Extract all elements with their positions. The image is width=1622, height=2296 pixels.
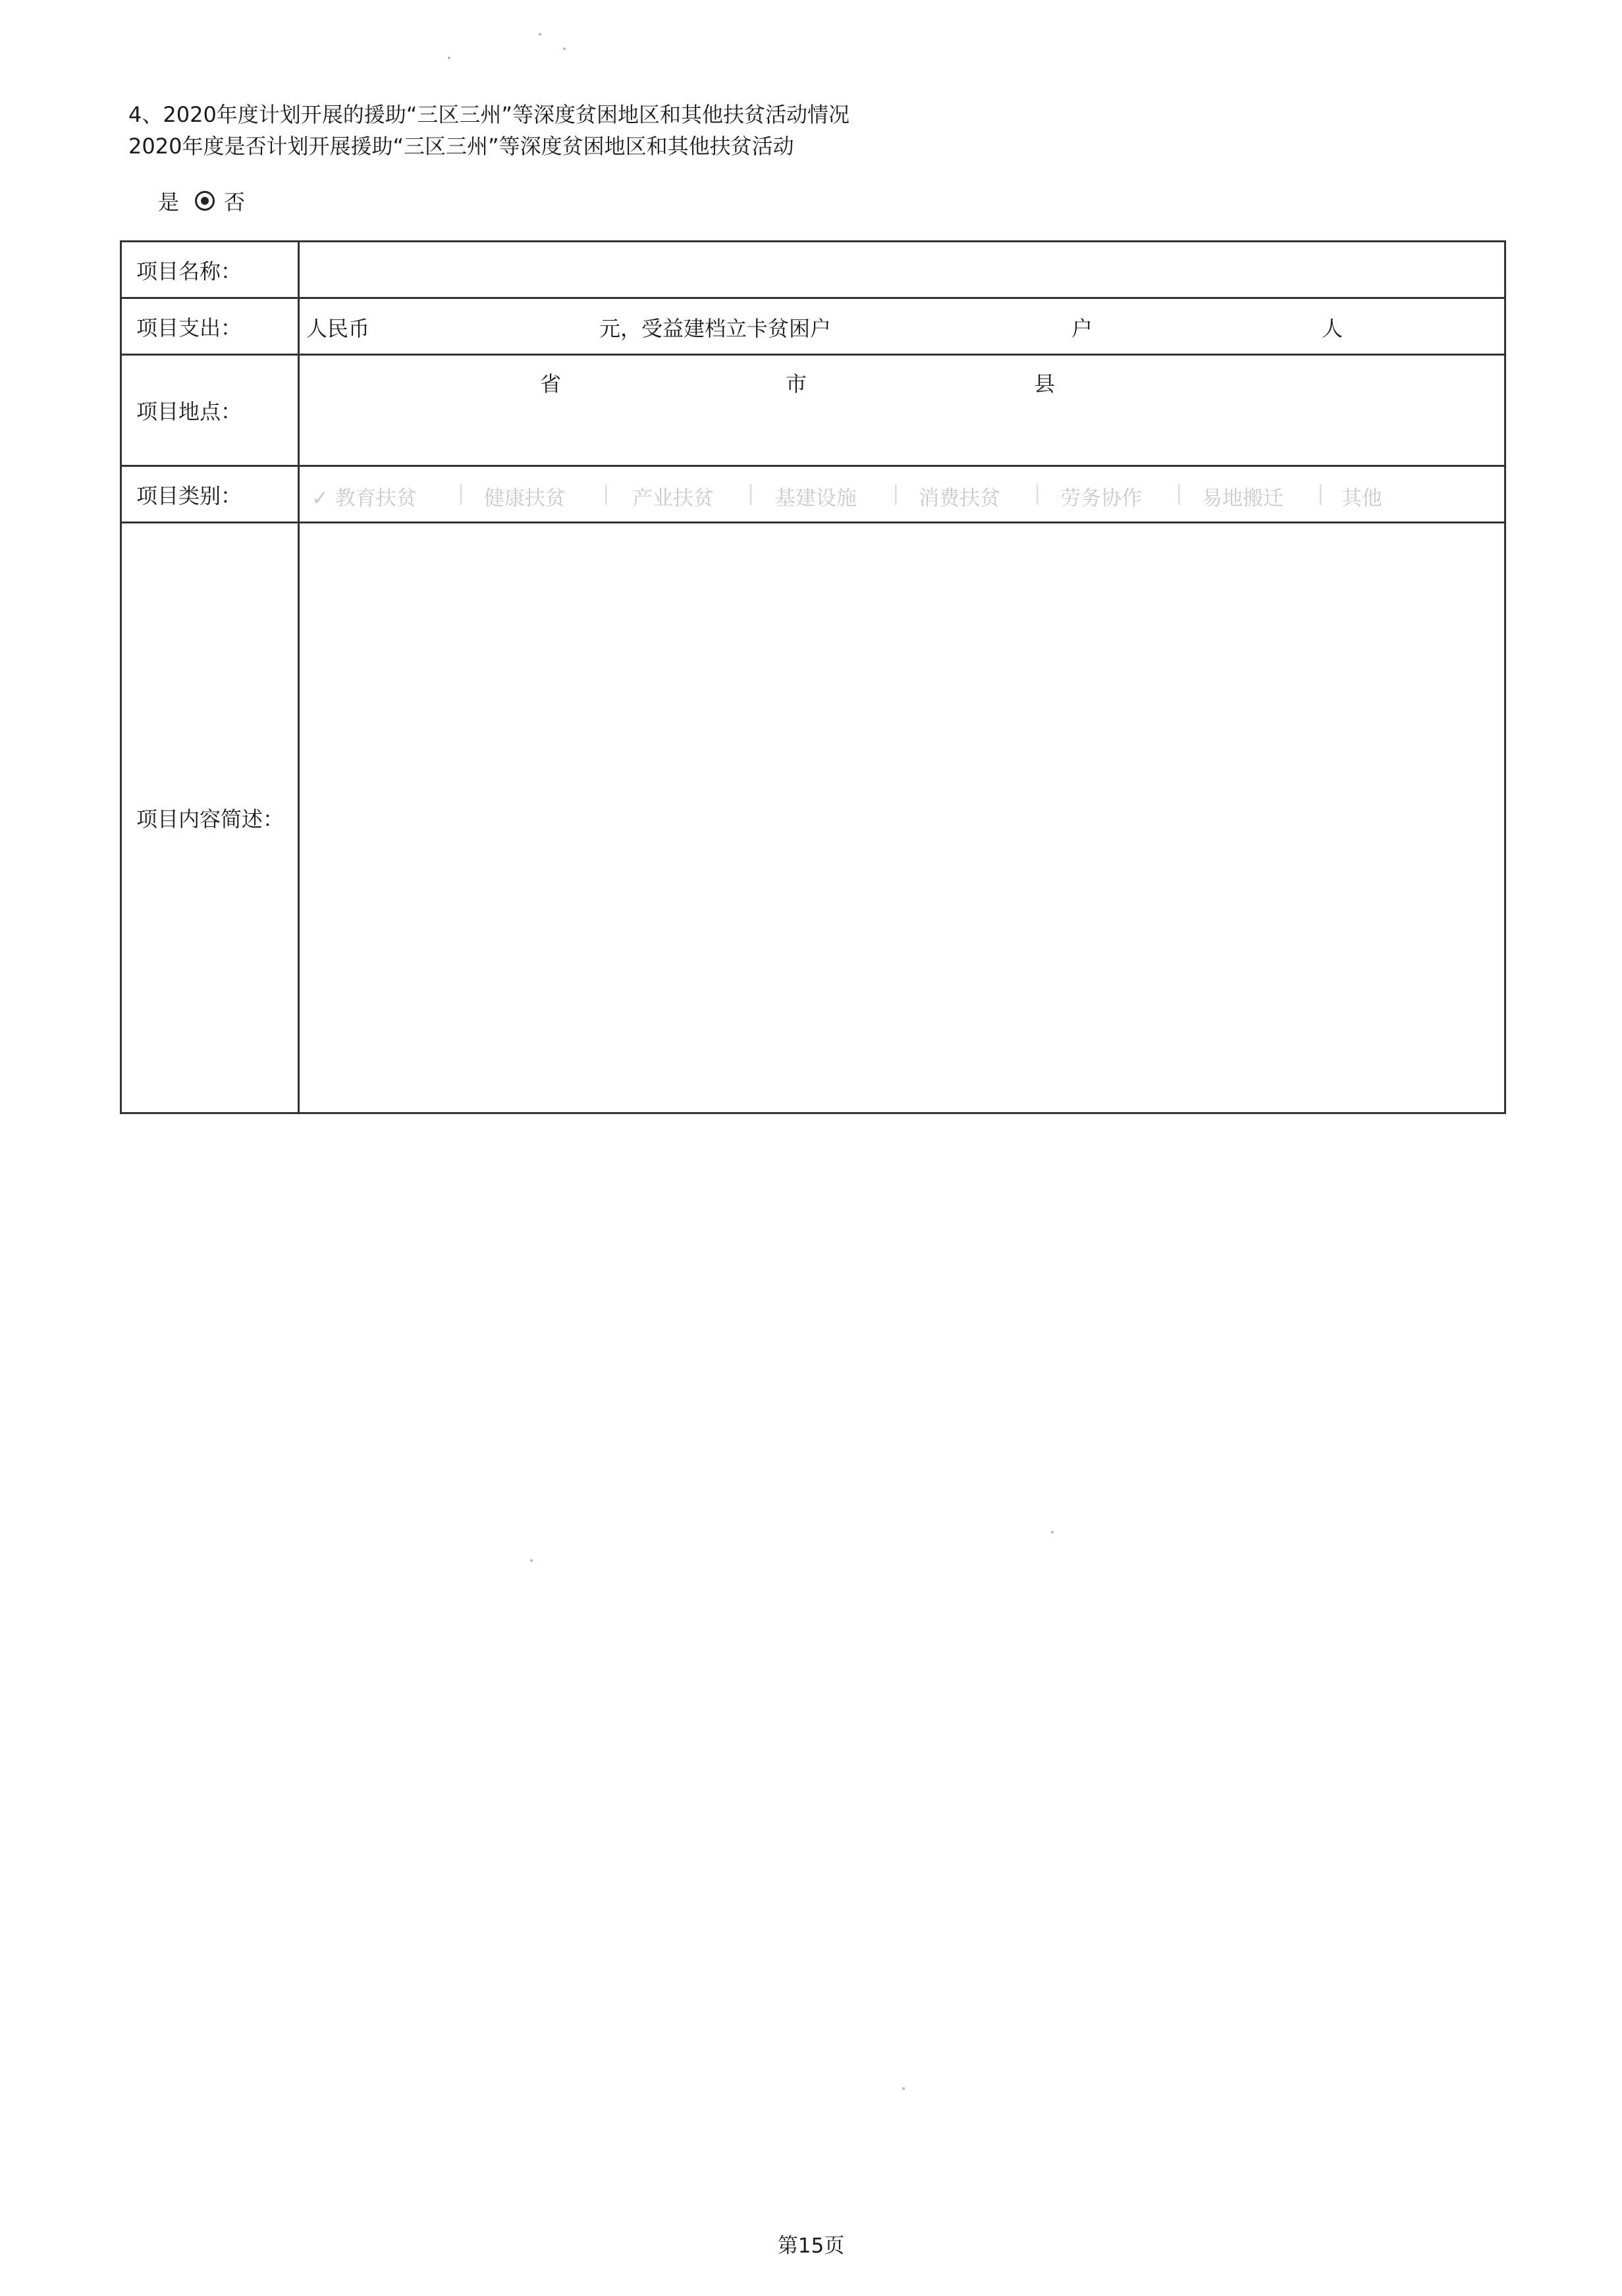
scan-speck — [563, 47, 566, 50]
project-form — [120, 240, 1506, 1114]
category-option[interactable]: 消费扶贫 — [919, 487, 1000, 510]
category-option[interactable]: 健康扶贫 — [484, 487, 566, 510]
row-project-expense — [122, 299, 1504, 356]
radio-option-yes[interactable] — [158, 186, 195, 216]
category-divider: | — [892, 481, 900, 505]
plan-radio-group — [158, 186, 245, 216]
field-project-location[interactable] — [300, 356, 1504, 465]
yuan-beneficiary-label: 元，受益建档立卡贫困户 — [599, 316, 832, 341]
page-number: 第15页 — [777, 2234, 845, 2258]
people-label: 人 — [1322, 316, 1343, 341]
radio-option-no[interactable] — [195, 186, 245, 216]
plan-question: 2020年度是否计划开展援助“三区三州”等深度贫困地区和其他扶贫活动 — [128, 134, 794, 159]
row-project-name — [122, 242, 1504, 299]
row-project-category — [122, 467, 1504, 523]
category-option[interactable]: 基建设施 — [775, 487, 857, 510]
category-option[interactable]: 劳务协作 — [1060, 487, 1142, 510]
row-project-location — [122, 356, 1504, 467]
currency-label: 人民币 — [306, 316, 370, 341]
scan-speck — [530, 1559, 533, 1562]
label-project-location: 项目地点： — [122, 356, 300, 465]
section-heading: 4、2020年度计划开展的援助“三区三州”等深度贫困地区和其他扶贫活动情况 — [128, 102, 850, 127]
scan-speck — [1051, 1531, 1054, 1534]
category-option[interactable]: 产业扶贫 — [632, 487, 714, 510]
county-label: 县 — [1034, 371, 1056, 396]
field-project-name[interactable] — [300, 242, 1504, 297]
category-option[interactable]: ✓ 教育扶贫 — [311, 487, 417, 510]
radio-selected-icon[interactable] — [195, 191, 215, 211]
category-divider: | — [1034, 481, 1041, 505]
category-option[interactable]: 其他 — [1341, 487, 1382, 510]
field-project-expense[interactable] — [300, 299, 1504, 354]
label-project-name: 项目名称： — [122, 242, 300, 297]
scan-speck — [448, 57, 450, 59]
category-divider: | — [603, 481, 610, 505]
category-divider: | — [458, 481, 465, 505]
category-divider: | — [1176, 481, 1183, 505]
radio-label-no: 否 — [224, 190, 246, 215]
label-project-expense: 项目支出： — [122, 299, 300, 354]
field-project-category — [300, 467, 1504, 521]
category-divider: | — [747, 481, 755, 505]
field-project-description[interactable] — [300, 523, 1504, 1112]
label-project-description: 项目内容简述： — [122, 523, 300, 1112]
province-label: 省 — [540, 371, 562, 396]
radio-label-yes: 是 — [158, 190, 180, 215]
category-option[interactable]: 易地搬迁 — [1202, 487, 1284, 510]
scan-speck — [539, 33, 541, 36]
households-label: 户 — [1071, 316, 1093, 341]
city-label: 市 — [786, 371, 807, 396]
label-project-category: 项目类别： — [122, 467, 300, 521]
row-project-description — [122, 523, 1504, 1112]
scan-speck — [902, 2087, 905, 2090]
category-divider: | — [1317, 481, 1324, 505]
